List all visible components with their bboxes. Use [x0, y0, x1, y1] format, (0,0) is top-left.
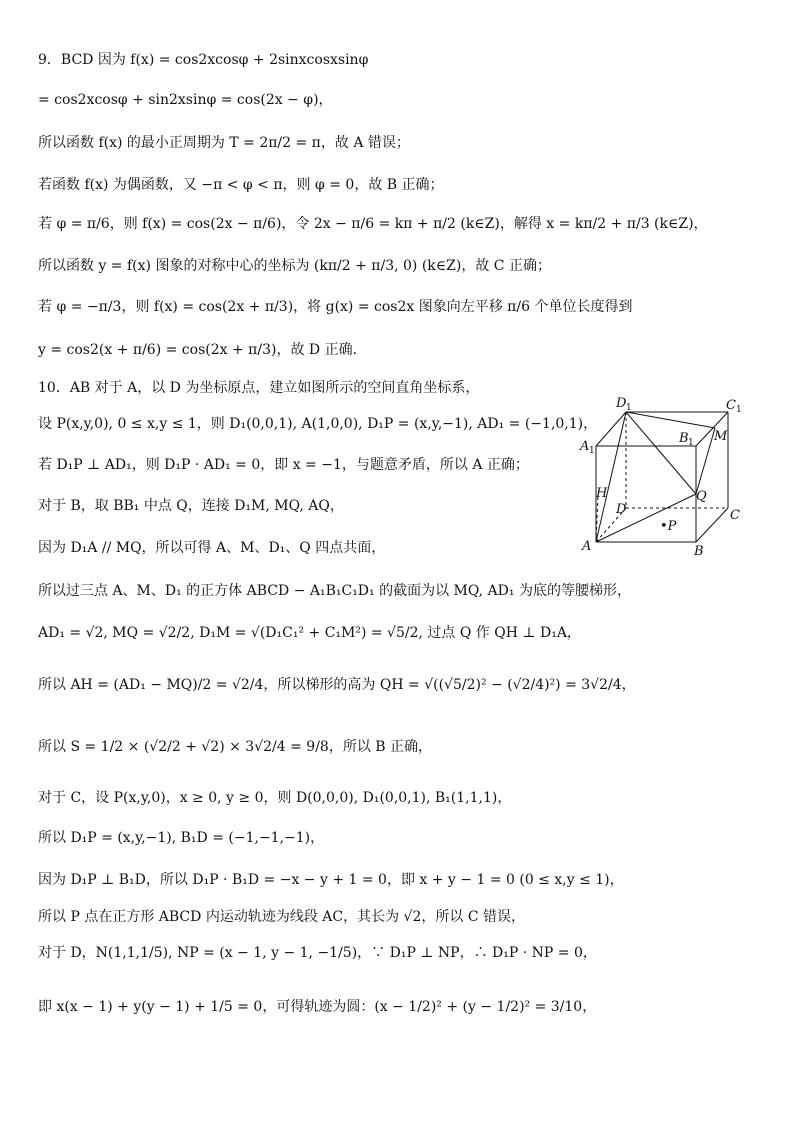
text-line: = cos2xcosφ + sin2xsinφ = cos(2x − φ)，	[38, 92, 333, 108]
text-line: 若 φ = π/6，则 f(x) = cos(2x − π/6)，令 2x − π/6 = kπ + π/2 (k∈Z)，解得 x = kπ/2 + π/3 (k∈Z)，	[38, 216, 708, 232]
label-m: M	[714, 429, 728, 444]
label-d: D	[616, 502, 627, 517]
label-d1-sub: 1	[626, 403, 632, 413]
label-h: H	[596, 486, 608, 501]
text-line: 所以 S = 1/2 × (√2/2 + √2) × 3√2/4 = 9/8，所以 B 正确，	[38, 739, 433, 755]
text-line: 因为 D₁P ⊥ B₁D，所以 D₁P · B₁D = −x − y + 1 = 0，即 x + y − 1 = 0 (0 ≤ x,y ≤ 1)，	[38, 872, 624, 888]
text-line: 所以过三点 A、M、D₁ 的正方体 ABCD − A₁B₁C₁D₁ 的截面为以 MQ, AD₁ 为底的等腰梯形，	[38, 583, 631, 599]
label-c1-sub: 1	[736, 405, 742, 415]
text-line: 若 D₁P ⊥ AD₁，则 D₁P · AD₁ = 0，即 x = −1，与题意矛盾，所以 A 正确；	[38, 457, 529, 473]
text-line: 若 φ = −π/3，则 f(x) = cos(2x + π/3)，将 g(x) = cos2x 图象向左平移 π/6 个单位长度得到	[38, 299, 633, 315]
text-line: 若函数 f(x) 为偶函数，又 −π < φ < π，则 φ = 0，故 B 正确；	[38, 177, 444, 193]
text-line: 所以函数 f(x) 的最小正周期为 T = 2π/2 = π，故 A 错误；	[38, 135, 410, 151]
text-line: 所以函数 y = f(x) 图象的对称中心的坐标为 (kπ/2 + π/3, 0) (k∈Z)，故 C 正确；	[38, 258, 551, 274]
label-q: Q	[696, 489, 707, 504]
label-a1-sub: 1	[589, 446, 595, 456]
label-d1: D	[616, 396, 627, 411]
label-b1-sub: 1	[688, 438, 694, 448]
label-b1: B	[679, 431, 689, 446]
text-line: 所以 P 点在正方形 ABCD 内运动轨迹为线段 AC，其长为 √2，所以 C 错误，	[38, 909, 525, 925]
label-a1: A	[580, 439, 590, 454]
label-b: B	[694, 544, 704, 559]
text-line: 因为 D₁A // MQ，所以可得 A、M、D₁、Q 四点共面，	[38, 540, 386, 556]
text-line: 即 x(x − 1) + y(y − 1) + 1/5 = 0，可得轨迹为圆：(x − 1/2)² + (y − 1/2)² = 3/10，	[38, 999, 597, 1015]
cube-figure	[578, 392, 748, 562]
text-line: 10．AB 对于 A，以 D 为坐标原点，建立如图所示的空间直角坐标系，	[38, 380, 480, 396]
text-line: 对于 D，N(1,1,1/5), NP = (x − 1, y − 1, −1/5)，∵ D₁P ⊥ NP，∴ D₁P · NP = 0，	[38, 945, 597, 961]
label-a: A	[582, 539, 592, 554]
text-line: AD₁ = √2, MQ = √2/2, D₁M = √(D₁C₁² + C₁M²) = √5/2, 过点 Q 作 QH ⊥ D₁A，	[38, 625, 581, 641]
text-line: 对于 B，取 BB₁ 中点 Q，连接 D₁M, MQ, AQ，	[38, 498, 344, 514]
text-line: y = cos2(x + π/6) = cos(2x + π/3)，故 D 正确．	[38, 342, 367, 358]
label-p: •P	[660, 519, 677, 534]
label-c: C	[730, 508, 740, 523]
text-line: 设 P(x,y,0), 0 ≤ x,y ≤ 1，则 D₁(0,0,1), A(1,0,0), D₁P = (x,y,−1), AD₁ = (−1,0,1)，	[38, 416, 598, 432]
label-c1: C	[726, 398, 736, 413]
text-line: 所以 AH = (AD₁ − MQ)/2 = √2/4，所以梯形的高为 QH = √((√5/2)² − (√2/4)²) = 3√2/4，	[38, 677, 636, 693]
text-line: 对于 C，设 P(x,y,0)，x ≥ 0, y ≥ 0，则 D(0,0,0), D₁(0,0,1), B₁(1,1,1)，	[38, 790, 512, 806]
text-line: 所以 D₁P = (x,y,−1), B₁D = (−1,−1,−1)，	[38, 830, 325, 846]
text-line: 9．BCD 因为 f(x) = cos2xcosφ + 2sinxcosxsinφ	[38, 52, 369, 68]
